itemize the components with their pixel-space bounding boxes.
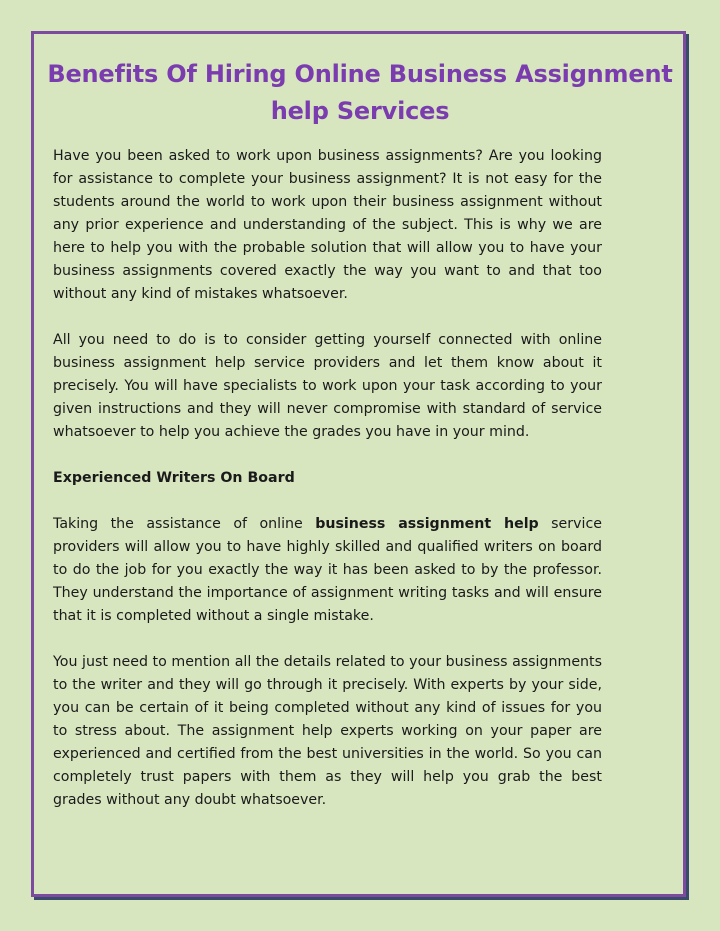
paragraph-writers-rest: service providers will allow you to have highly skilled and qualified writers on board to do the job for you exactly the way it has been asked to by the professor. They understand the importance of assignment writing tasks and will ensure that it is completed without a single mistake. — [53, 516, 602, 624]
document-body — [53, 145, 602, 835]
paragraph-intro: Have you been asked to work upon business assignments? Are you looking for assistance to complete your business assignment? It is not easy for the students around the world to work upon their business assignment without any prior experience and understanding of the subject. This is why we are here to help you with the probable solution that will allow you to have your business assignments covered exactly the way you want to and that too without any kind of mistakes whatsoever. — [53, 148, 602, 302]
paragraph-writers-lead: Taking the assistance of online — [53, 516, 316, 532]
paragraph-writers — [53, 513, 602, 628]
document-title: Benefits Of Hiring Online Business Assignment help Services — [47, 60, 673, 125]
section-heading-writers: Experienced Writers On Board — [53, 470, 295, 486]
paragraph-details: You just need to mention all the details related to your business assignments to the writer and they will go through it precisely. With experts by your side, you can be certain of it being completed without any kind of issues for you to stress about. The assignment help experts working on your paper are experienced and certified from the best universities in the world. So you can completely trust papers with them as they will help you grab the best grades without any doubt whatsoever. — [53, 654, 602, 808]
keyword-link-business-assignment-help[interactable]: business assignment help — [315, 516, 539, 532]
paragraph-connect: All you need to do is to consider getting yourself connected with online business assignment help service providers and let them know about it precisely. You will have specialists to work upon your task according to your given instructions and they will never compromise with standard of service whatsoever to help you achieve the grades you have in your mind. — [53, 332, 602, 440]
